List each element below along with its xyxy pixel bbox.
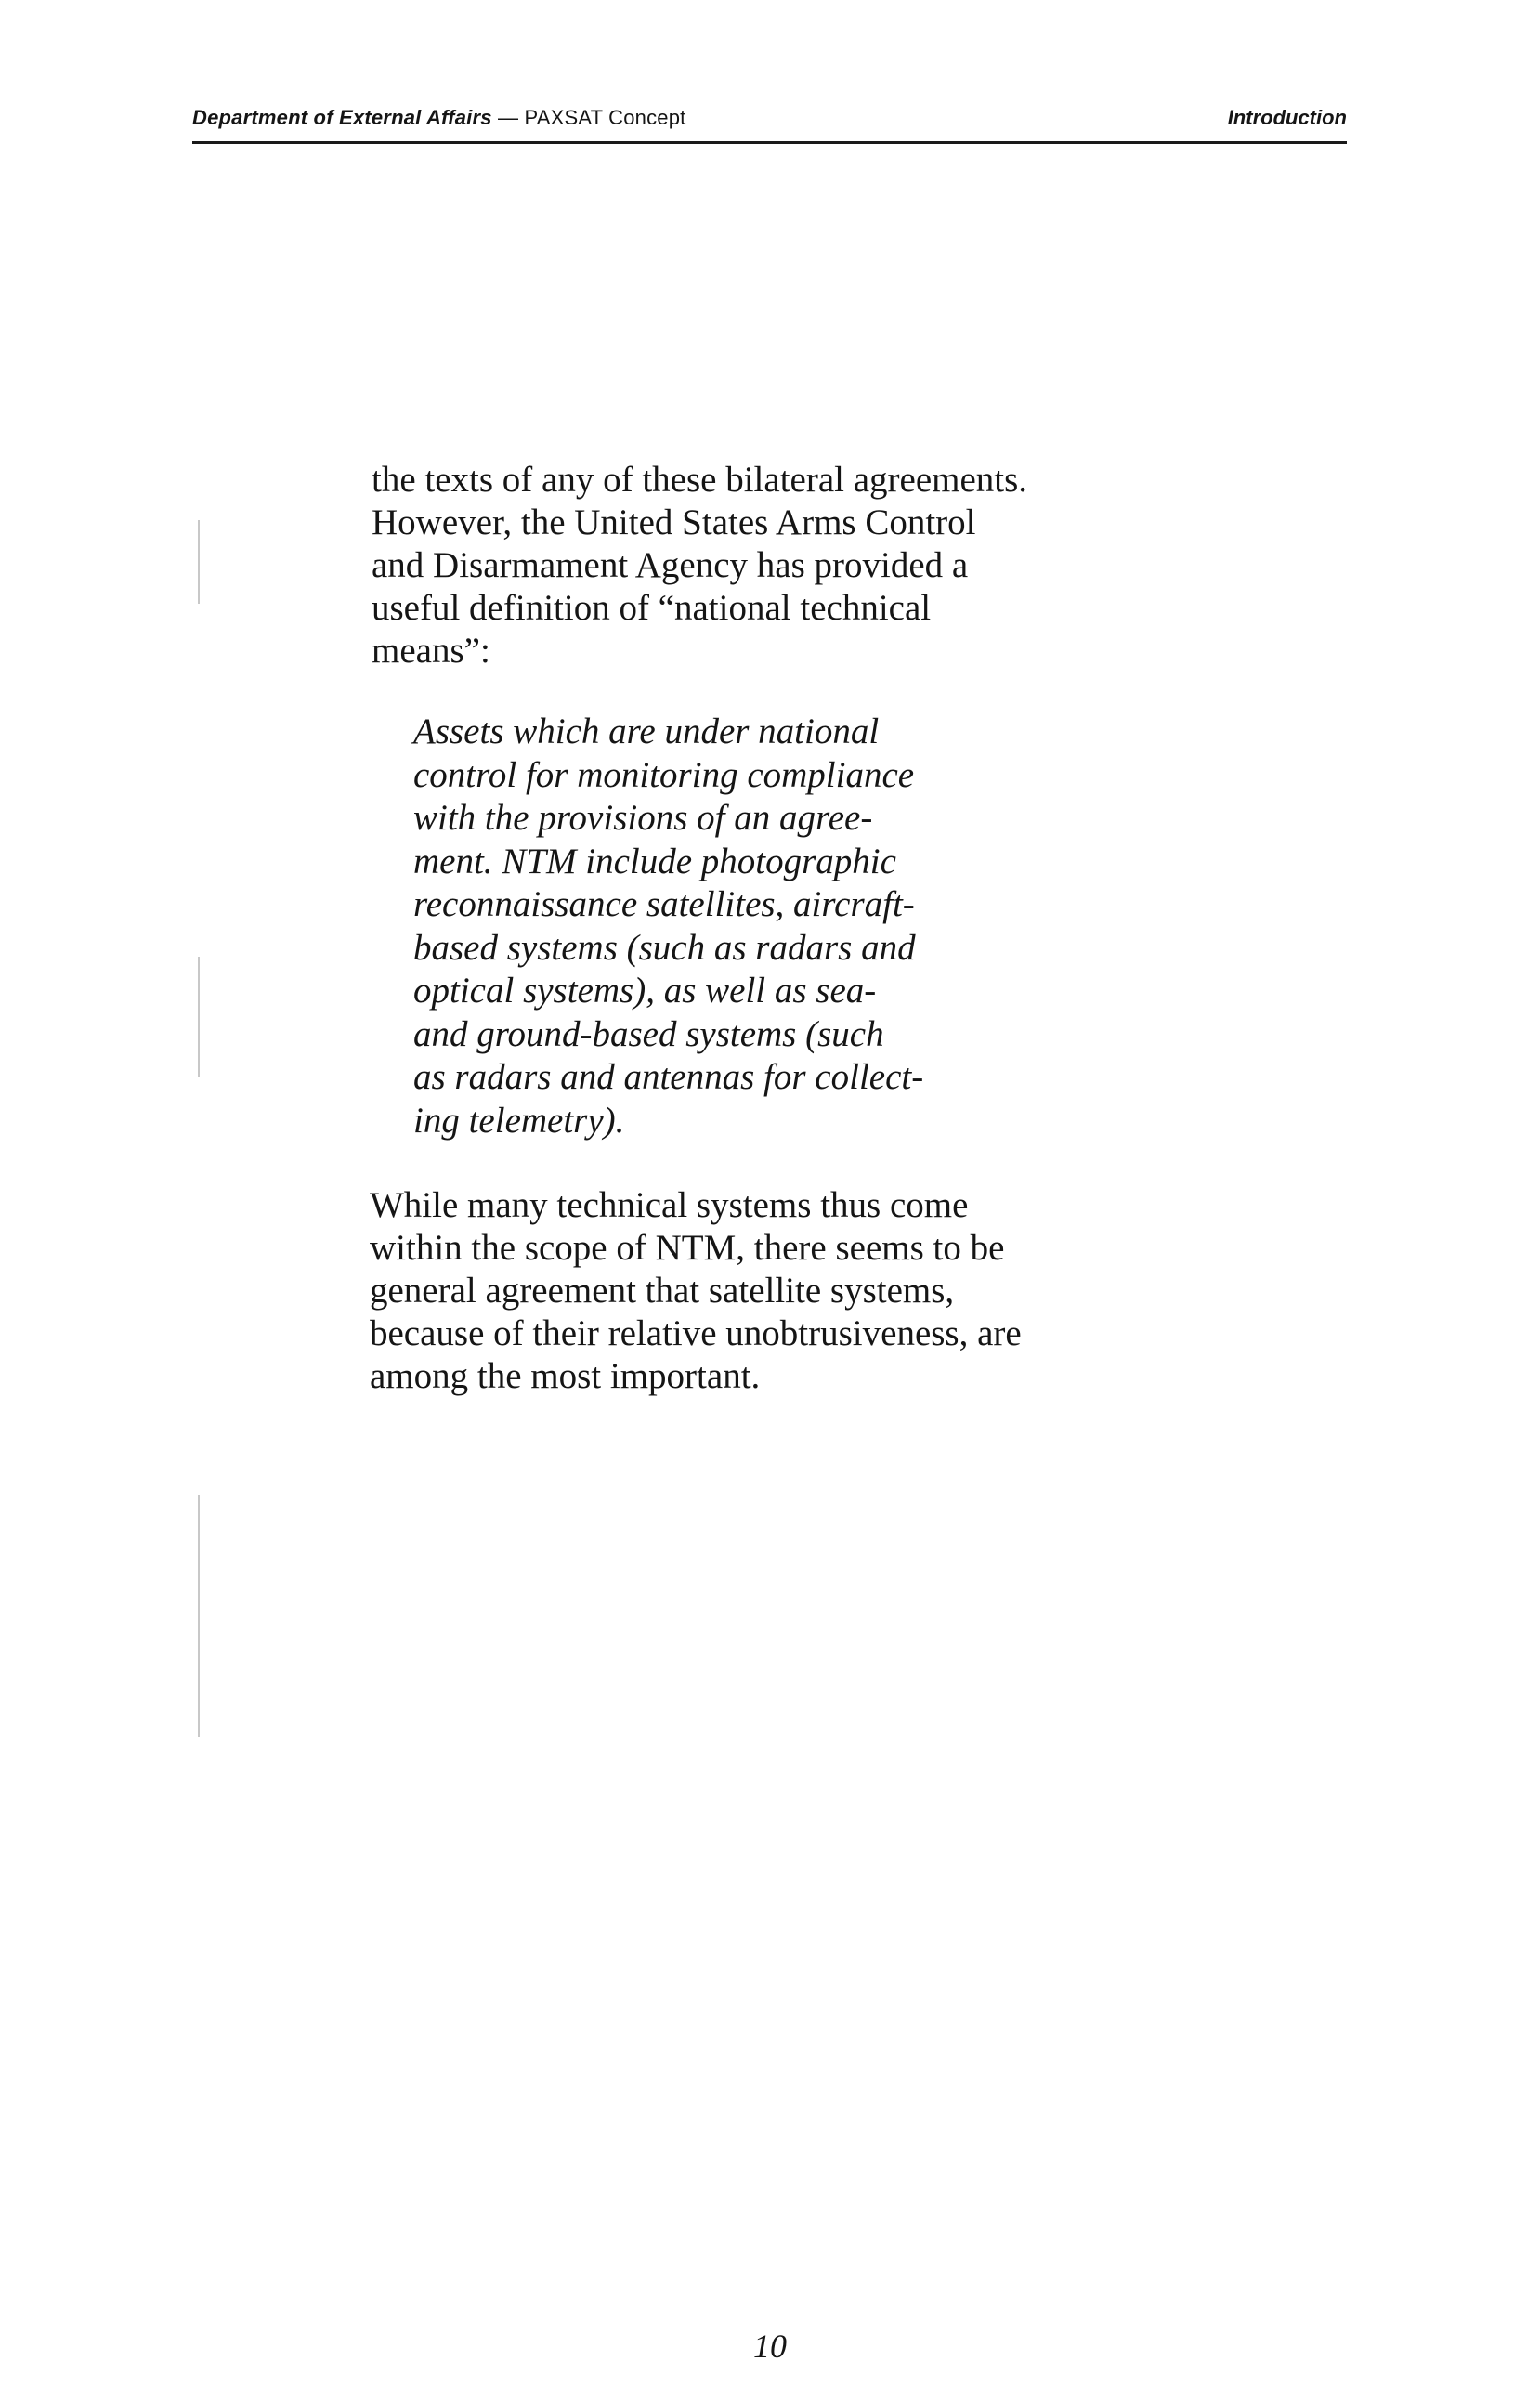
header-section: Introduction [1227, 106, 1347, 129]
header-title [192, 104, 685, 132]
scan-artifact [198, 957, 200, 1077]
body-paragraph-conclusion: While many technical systems thus come within the scope of NTM, there seems to be general agreement that satellite systems, because of their relative unobtrusiveness, are among the most important. [370, 1185, 1022, 1396]
scan-artifact [198, 1495, 200, 1737]
header-department: Department of External Affairs [192, 106, 492, 129]
header-separator: — [491, 106, 525, 129]
header-concept: PAXSAT Concept [524, 106, 686, 129]
body-paragraph-intro: the texts of any of these bilateral agreements. However, the United States Arms Control and Disarmament Agency has provided a useful definition of “national technical means”: [372, 460, 1028, 671]
block-quote-ntm-definition: Assets which are under national control for monitoring compliance with the provisions of an agree- ment. NTM include photographic reconnaissance satellites, aircraft- based systems (such as radars and optical systems), as well as sea- and ground-based systems (such as radars and antennas for collect- ing telemetry). [413, 711, 924, 1141]
page-number: 10 [753, 2328, 787, 2365]
running-header [192, 104, 1347, 144]
scan-artifact [198, 520, 200, 604]
